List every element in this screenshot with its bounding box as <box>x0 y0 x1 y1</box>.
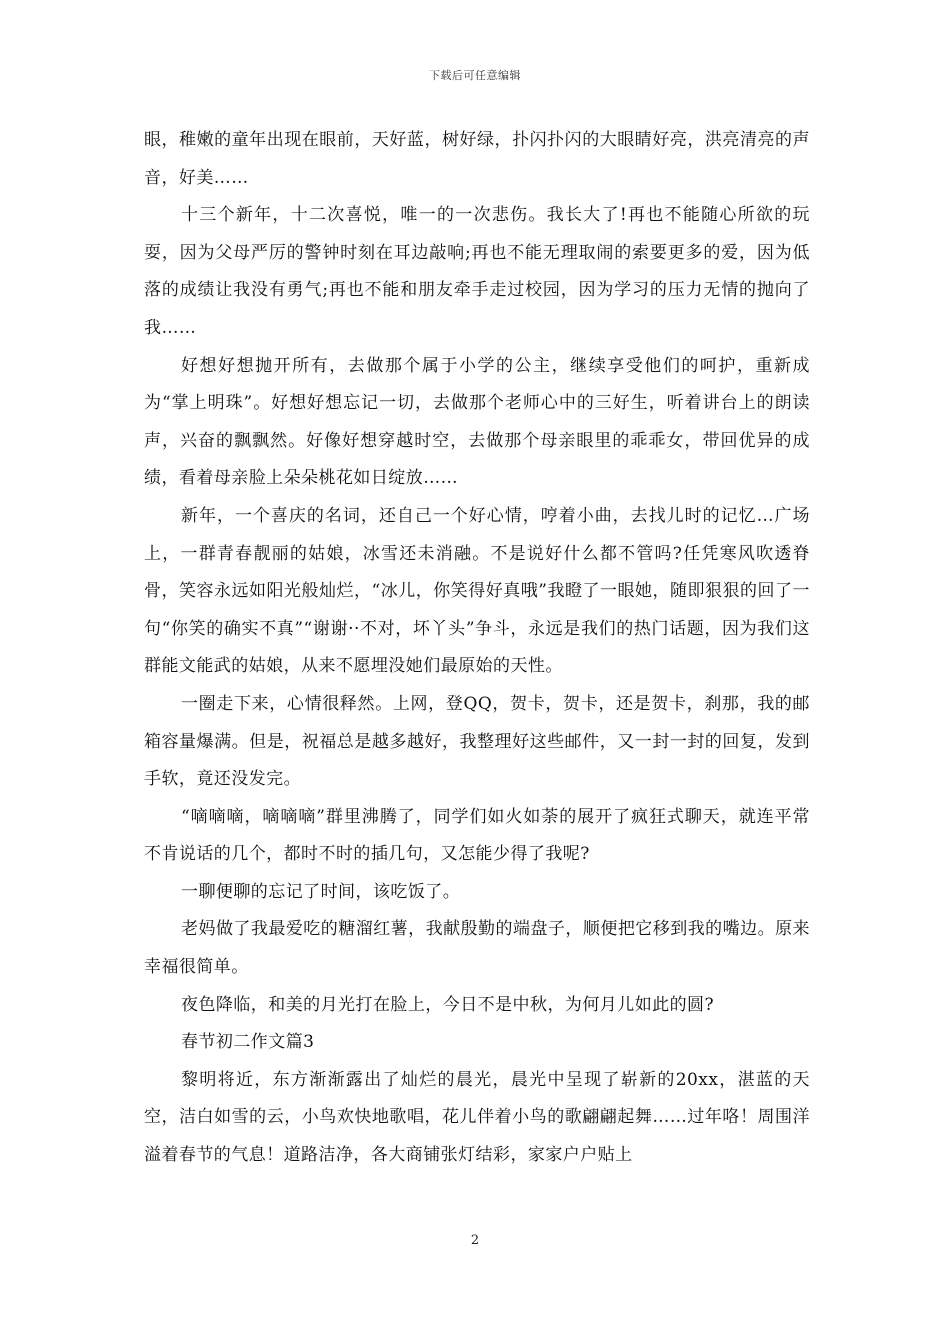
paragraph: 一圈走下来，心情很释然。上网，登QQ，贺卡，贺卡，还是贺卡，刹那，我的邮箱容量爆满。但是，祝福总是越多越好，我整理好这些邮件，又一封一封的回复，发到手软，竟还没发完。 <box>144 693 810 790</box>
page-header: 下载后可任意编辑 <box>429 69 521 82</box>
document-body <box>144 122 810 1175</box>
paragraph: 一聊便聊的忘记了时间，该吃饭了。 <box>181 881 461 902</box>
paragraph: 老妈做了我最爱吃的糖溜红薯，我献殷勤的端盘子，顺便把它移到我的嘴边。原来幸福很简单。 <box>144 919 810 978</box>
paragraph: 新年，一个喜庆的名词，还自己一个好心情，哼着小曲，去找儿时的记忆…广场上，一群青春靓丽的姑娘，冰雪还未消融。不是说好什么都不管吗?任凭寒风吹透脊骨，笑容永远如阳光般灿烂，“冰儿，你笑得好真哦”我瞪了一眼她，随即狠狠的回了一句“你笑的确实不真”“谢谢··不对，坏丫头”争斗，永远是我们的热门话题，因为我们这群能文能武的姑娘，从来不愿埋没她们最原始的天性。 <box>144 505 810 677</box>
paragraph-continuation: 眼，稚嫩的童年出现在眼前，天好蓝，树好绿，扑闪扑闪的大眼睛好亮，洪亮清亮的声音，好美…… <box>144 130 810 188</box>
paragraph: 夜色降临，和美的月光打在脸上，今日不是中秋，为何月儿如此的圆? <box>181 994 715 1015</box>
paragraph: “嘀嘀嘀，嘀嘀嘀”群里沸腾了，同学们如火如荼的展开了疯狂式聊天，就连平常不肯说话的几个，都时不时的插几句，又怎能少得了我呢? <box>144 806 810 865</box>
section-heading: 春节初二作文篇3 <box>181 1032 315 1053</box>
paragraph: 十三个新年，十二次喜悦，唯一的一次悲伤。我长大了!再也不能随心所欲的玩耍，因为父母严厉的警钟时刻在耳边敲响;再也不能无理取闹的索要更多的爱，因为低落的成绩让我没有勇气;再也不能和朋友牵手走过校园，因为学习的压力无情的抛向了我…… <box>144 205 810 338</box>
paragraph: 好想好想抛开所有，去做那个属于小学的公主，继续享受他们的呵护，重新成为“掌上明珠”。好想好想忘记一切，去做那个老师心中的三好生，听着讲台上的朗读声，兴奋的飘飘然。好像好想穿越时空，去做那个母亲眼里的乖乖女，带回优异的成绩，看着母亲脸上朵朵桃花如日绽放…… <box>144 355 810 489</box>
page-number: 2 <box>470 1233 480 1248</box>
paragraph: 黎明将近，东方渐渐露出了灿烂的晨光，晨光中呈现了崭新的20xx，湛蓝的天空，洁白如雪的云，小鸟欢快地歌唱，花儿伴着小鸟的歌翩翩起舞……过年咯！周围洋溢着春节的气息！道路洁净，各大商铺张灯结彩，家家户户贴上 <box>144 1069 810 1166</box>
